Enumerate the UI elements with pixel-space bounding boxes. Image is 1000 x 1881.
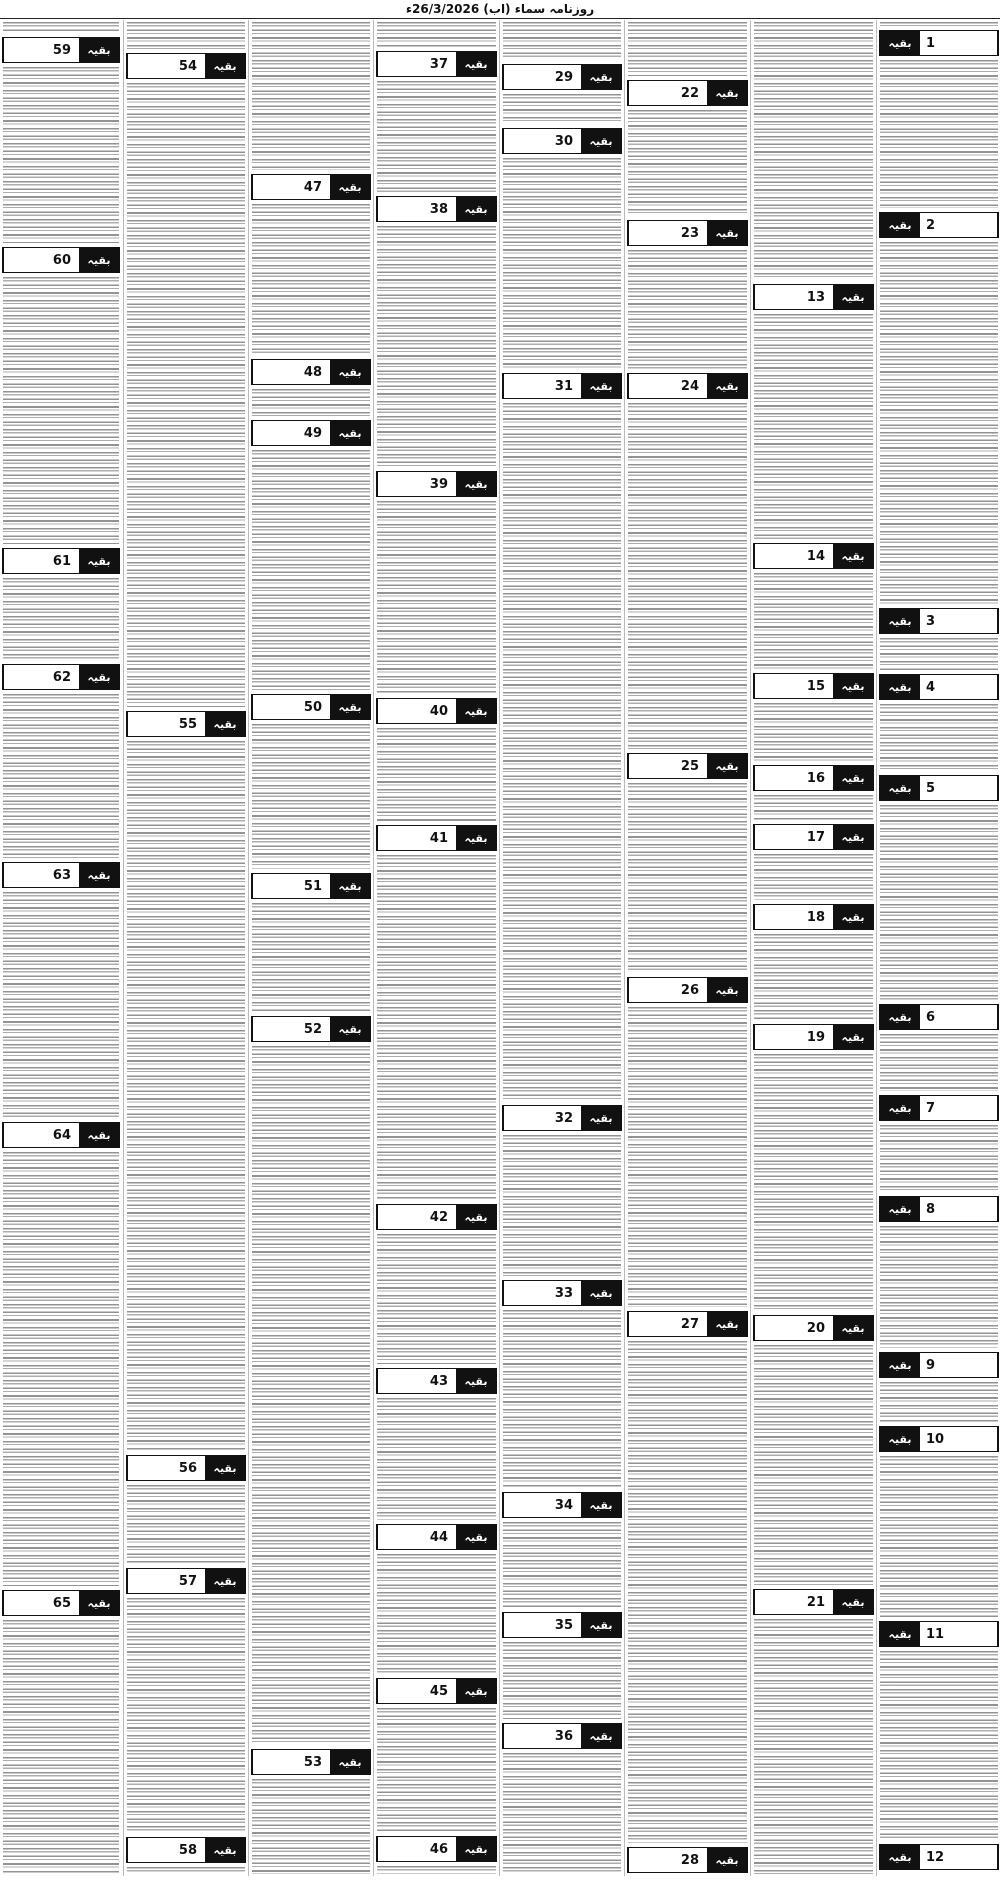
continuation-box [376,825,497,851]
continuation-label: بقیہ [79,38,119,62]
article-text-block [252,724,370,869]
continuation-label: بقیہ [880,1622,920,1646]
continuation-label: بقیہ [880,1427,920,1451]
continuation-label: بقیہ [581,374,621,398]
continuation-label: بقیہ [205,712,245,736]
continuation-number: 7 [920,1096,998,1120]
continuation-box [627,753,748,779]
continuation-number: 41 [377,826,456,850]
continuation-number: 8 [920,1197,998,1221]
continuation-label: بقیہ [833,825,873,849]
continuation-number: 43 [377,1369,456,1393]
continuation-box [251,1749,371,1775]
continuation-label: بقیہ [456,197,496,221]
continuation-label: بقیہ [707,1312,747,1336]
continuation-number: 65 [3,1591,79,1615]
continuation-box [627,1847,748,1873]
continuation-label: بقیہ [880,1005,920,1029]
continuation-box [376,196,497,222]
continuation-label: بقیہ [880,1197,920,1221]
continuation-number: 49 [252,421,330,445]
continuation-label: بقیہ [833,1025,873,1049]
article-text-block [127,83,245,707]
article-text-block [503,22,621,60]
continuation-label: بقیہ [79,1591,119,1615]
continuation-label: بقیہ [880,31,920,55]
continuation-box [879,608,999,634]
continuation-box [376,471,497,497]
article-text-block [628,22,747,76]
continuation-box [879,1621,999,1647]
continuation-box [502,1105,622,1131]
column-3 [624,20,750,1876]
continuation-label: بقیہ [707,81,747,105]
continuation-label: بقیہ [79,863,119,887]
continuation-label: بقیہ [456,1205,496,1229]
continuation-box [627,220,748,246]
continuation-label: بقیہ [330,421,370,445]
continuation-box [753,673,874,699]
continuation-number: 14 [754,544,833,568]
continuation-box [126,711,246,737]
continuation-box [376,698,497,724]
article-text-block [252,903,370,1012]
continuation-label: بقیہ [707,754,747,778]
continuation-box [2,548,120,574]
continuation-box [2,37,120,63]
continuation-number: 3 [920,609,998,633]
continuation-label: بقیہ [205,1456,245,1480]
continuation-number: 45 [377,1679,456,1703]
continuation-box [879,1844,999,1870]
continuation-number: 6 [920,1005,998,1029]
continuation-label: بقیہ [581,1281,621,1305]
continuation-label: بقیہ [581,1613,621,1637]
continuation-box [753,1589,874,1615]
continuation-box [2,1590,120,1616]
continuation-label: بقیہ [456,1525,496,1549]
continuation-number: 51 [252,874,330,898]
continuation-box [376,1836,497,1862]
continuation-number: 34 [503,1493,581,1517]
continuation-box [376,1678,497,1704]
article-text-block [377,1234,496,1364]
continuation-number: 4 [920,675,998,699]
continuation-box [753,904,874,930]
article-text-block [377,1708,496,1832]
article-text-block [377,1398,496,1520]
continuation-number: 39 [377,472,456,496]
article-text-block [252,22,370,170]
article-text-block [754,1054,873,1311]
article-text-block [880,1651,998,1840]
continuation-number: 58 [127,1838,205,1862]
article-text-block [252,1046,370,1745]
continuation-label: بقیہ [330,1750,370,1774]
continuation-box [879,1095,999,1121]
continuation-label: بقیہ [833,766,873,790]
continuation-number: 9 [920,1353,998,1377]
continuation-number: 55 [127,712,205,736]
continuation-number: 57 [127,1569,205,1593]
continuation-label: بقیہ [79,248,119,272]
continuation-box [251,873,371,899]
article-text-block [377,22,496,47]
article-text-block [628,1007,747,1307]
continuation-box [753,1315,874,1341]
continuation-number: 17 [754,825,833,849]
continuation-box [2,247,120,273]
continuation-label: بقیہ [880,1353,920,1377]
column-4 [499,20,624,1876]
column-5 [373,20,499,1876]
article-text-block [754,1345,873,1585]
article-text-block [3,277,119,544]
continuation-label: بقیہ [880,1096,920,1120]
continuation-label: بقیہ [581,65,621,89]
article-text-block [127,22,245,49]
article-text-block [377,81,496,192]
continuation-label: بقیہ [456,472,496,496]
continuation-label: بقیہ [456,1369,496,1393]
continuation-box [879,775,999,801]
article-text-block [3,22,119,33]
article-text-block [503,1642,621,1719]
article-text-block [754,854,873,900]
article-text-block [503,1522,621,1608]
article-text-block [754,1619,873,1874]
article-text-block [252,389,370,416]
article-text-block [377,855,496,1200]
continuation-label: بقیہ [833,674,873,698]
article-text-block [754,573,873,669]
continuation-label: بقیہ [456,826,496,850]
continuation-number: 46 [377,1837,456,1861]
continuation-label: بقیہ [79,549,119,573]
continuation-number: 44 [377,1525,456,1549]
article-text-block [628,110,747,216]
continuation-box [753,1024,874,1050]
continuation-label: بقیہ [79,665,119,689]
continuation-label: بقیہ [707,1848,747,1872]
continuation-box [2,862,120,888]
continuation-number: 30 [503,129,581,153]
continuation-box [753,824,874,850]
continuation-number: 1 [920,31,998,55]
continuation-number: 12 [920,1845,998,1869]
continuation-number: 2 [920,213,998,237]
continuation-box [502,1723,622,1749]
continuation-label: بقیہ [833,905,873,929]
continuation-number: 33 [503,1281,581,1305]
article-text-block [880,1034,998,1091]
continuation-number: 48 [252,360,330,384]
continuation-box [753,765,874,791]
continuation-number: 62 [3,665,79,689]
article-text-block [252,204,370,355]
continuation-number: 53 [252,1750,330,1774]
continuation-label: بقیہ [205,1569,245,1593]
article-text-block [127,1598,245,1833]
continuation-label: بقیہ [833,285,873,309]
continuation-label: بقیہ [880,776,920,800]
continuation-box [376,1368,497,1394]
continuation-box [879,212,999,238]
continuation-number: 60 [3,248,79,272]
continuation-label: بقیہ [330,360,370,384]
article-text-block [754,314,873,539]
continuation-label: بقیہ [456,1679,496,1703]
continuation-number: 56 [127,1456,205,1480]
article-text-block [880,1382,998,1422]
continuation-label: بقیہ [581,1106,621,1130]
continuation-number: 63 [3,863,79,887]
continuation-label: بقیہ [880,1845,920,1869]
continuation-label: بقیہ [456,52,496,76]
continuation-box [126,1568,246,1594]
article-text-block [377,1866,496,1874]
continuation-box [251,694,371,720]
continuation-number: 35 [503,1613,581,1637]
continuation-label: بقیہ [581,1493,621,1517]
continuation-box [753,543,874,569]
continuation-label: بقیہ [707,221,747,245]
article-text-block [503,403,621,1101]
article-text-block [377,226,496,467]
continuation-box [126,1455,246,1481]
continuation-label: بقیہ [707,374,747,398]
article-text-block [127,1867,245,1874]
article-text-block [754,703,873,761]
continuation-label: بقیہ [79,1123,119,1147]
continuation-label: بقیہ [456,699,496,723]
continuation-box [879,1004,999,1030]
column-7 [123,20,248,1876]
article-text-block [3,1152,119,1586]
article-text-block [880,1125,998,1192]
continuation-label: بقیہ [707,978,747,1002]
continuation-box [502,373,622,399]
article-text-block [252,1779,370,1874]
article-text-block [377,1554,496,1674]
article-text-block [503,158,621,369]
continuation-number: 13 [754,285,833,309]
article-text-block [503,1753,621,1874]
continuation-number: 36 [503,1724,581,1748]
article-text-block [503,94,621,124]
continuation-number: 42 [377,1205,456,1229]
continuation-box [251,359,371,385]
article-text-block [377,728,496,821]
continuation-number: 10 [920,1427,998,1451]
masthead: روزنامہ سماء (اب) 26/3/2026ء [0,0,1000,19]
continuation-number: 23 [628,221,707,245]
continuation-number: 59 [3,38,79,62]
article-text-block [880,1226,998,1348]
continuation-label: بقیہ [330,1017,370,1041]
continuation-box [879,1196,999,1222]
continuation-number: 61 [3,549,79,573]
column-8 [0,20,122,1876]
continuation-label: بقیہ [330,175,370,199]
article-text-block [127,741,245,1451]
article-text-block [880,638,998,670]
continuation-number: 11 [920,1622,998,1646]
continuation-box [627,977,748,1003]
continuation-number: 50 [252,695,330,719]
article-text-block [3,578,119,660]
article-text-block [628,403,747,749]
article-text-block [628,1341,747,1843]
continuation-box [502,1612,622,1638]
continuation-label: بقیہ [581,129,621,153]
continuation-number: 25 [628,754,707,778]
continuation-number: 18 [754,905,833,929]
continuation-number: 31 [503,374,581,398]
article-text-block [628,250,747,369]
continuation-box [502,64,622,90]
article-text-block [3,892,119,1118]
article-text-block [3,67,119,243]
article-text-block [377,501,496,694]
article-text-block [754,934,873,1020]
article-text-block [127,1485,245,1564]
article-text-block [3,694,119,858]
continuation-box [879,674,999,700]
continuation-number: 64 [3,1123,79,1147]
continuation-box [502,1492,622,1518]
continuation-box [627,1311,748,1337]
article-text-block [880,60,998,208]
continuation-number: 38 [377,197,456,221]
continuation-label: بقیہ [833,544,873,568]
continuation-label: بقیہ [330,874,370,898]
continuation-box [879,1426,999,1452]
continuation-number: 37 [377,52,456,76]
continuation-box [627,80,748,106]
continuation-box [251,1016,371,1042]
continuation-number: 28 [628,1848,707,1872]
continuation-box [126,1837,246,1863]
continuation-number: 40 [377,699,456,723]
continuation-label: بقیہ [581,1724,621,1748]
article-text-block [880,805,998,1000]
continuation-label: بقیہ [880,675,920,699]
continuation-label: بقیہ [330,695,370,719]
continuation-label: بقیہ [833,1590,873,1614]
article-text-block [754,22,873,280]
continuation-number: 29 [503,65,581,89]
article-text-block [503,1135,621,1276]
continuation-box [502,128,622,154]
continuation-box [376,1524,497,1550]
continuation-number: 5 [920,776,998,800]
continuation-number: 24 [628,374,707,398]
article-text-block [880,1456,998,1617]
continuation-number: 21 [754,1590,833,1614]
continuation-number: 19 [754,1025,833,1049]
continuation-box [627,373,748,399]
continuation-number: 54 [127,54,205,78]
continuation-number: 32 [503,1106,581,1130]
continuation-number: 27 [628,1312,707,1336]
continuation-number: 16 [754,766,833,790]
continuation-box [376,51,497,77]
continuation-number: 22 [628,81,707,105]
article-text-block [3,1620,119,1874]
column-2 [750,20,876,1876]
article-text-block [880,242,998,604]
continuation-box [502,1280,622,1306]
article-text-block [628,783,747,973]
article-text-block [880,704,998,771]
continuation-number: 26 [628,978,707,1002]
continuation-box [126,53,246,79]
continuation-label: بقیہ [205,1838,245,1862]
continuation-box [879,30,999,56]
article-text-block [252,450,370,690]
column-6 [248,20,373,1876]
continuation-number: 47 [252,175,330,199]
continuation-box [2,664,120,690]
continuation-box [251,174,371,200]
continuation-box [2,1122,120,1148]
article-text-block [503,1310,621,1488]
continuation-label: بقیہ [833,1316,873,1340]
continuation-label: بقیہ [205,54,245,78]
continuation-number: 15 [754,674,833,698]
continuation-box [376,1204,497,1230]
continuation-label: بقیہ [456,1837,496,1861]
continuation-box [753,284,874,310]
continuation-label: بقیہ [880,609,920,633]
column-1 [876,20,1000,1876]
article-text-block [880,22,998,26]
continuation-number: 20 [754,1316,833,1340]
continuation-box [879,1352,999,1378]
continuation-number: 52 [252,1017,330,1041]
article-text-block [754,795,873,820]
continuation-box [251,420,371,446]
continuation-label: بقیہ [880,213,920,237]
